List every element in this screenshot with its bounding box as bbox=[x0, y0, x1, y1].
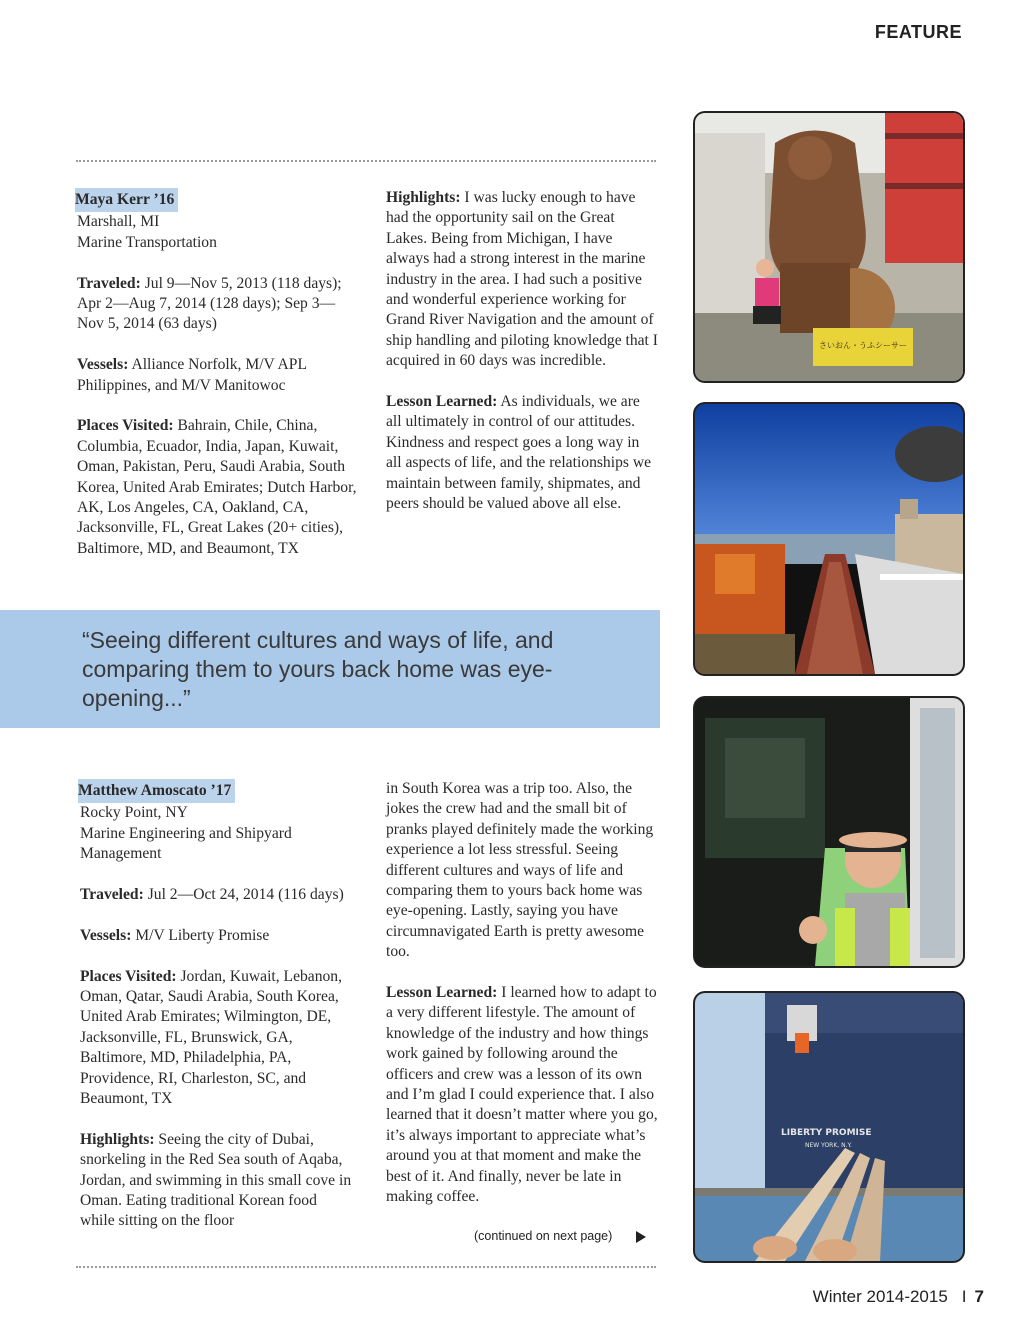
profile1-story-column bbox=[386, 188, 658, 535]
page-footer bbox=[813, 1287, 984, 1307]
photo-crew-selfie bbox=[695, 698, 963, 966]
profile2-traveled: Traveled: Jul 2—Oct 24, 2014 (116 days) bbox=[80, 886, 344, 904]
section-label: FEATURE bbox=[874, 22, 962, 42]
play-arrow-icon[interactable] bbox=[636, 1231, 646, 1243]
profile1-info-column bbox=[77, 188, 357, 580]
profile1-lesson: Lesson Learned: As individuals, we are all ultimately in control of our attitudes. Kindness and respect goes a long way in all aspects of life, and the relationships we maintain between family, shipmates, and peers should be valued above all else. bbox=[386, 393, 652, 513]
profile1-hometown: Marshall, MI bbox=[77, 213, 160, 231]
profile2-major: Marine Engineering and Shipyard Management bbox=[80, 824, 292, 863]
ship-name-text: LIBERTY PROMISE bbox=[781, 1128, 872, 1138]
issue-label: Winter 2014-2015 bbox=[812, 1287, 948, 1306]
footer-separator: I bbox=[961, 1287, 967, 1306]
sign-caption: さいおん・うふシーサー bbox=[819, 341, 907, 350]
profile2-lesson: Lesson Learned: I learned how to adapt to a very different lifestyle. The amount of knowledge of the industry and how things work gained by following around the officers and crew was a lesson of its own and I’m glad I could experience that. I also learned that it doesn’t matter where you go, it’s always important to appreciate what’s around you at that moment and make the best of it. And finally, never be late in making coffee. bbox=[386, 984, 658, 1206]
profile2-places: Places Visited: Jordan, Kuwait, Lebanon, Oman, Qatar, Saudi Arabia, South Korea, United Arab Emirates; Wilmington, DE, Jacksonville, FL, Brunswick, GA, Baltimore, MD, Philadelphia, PA, Providence, RI, Charleston, SC, and Beaumont, TX bbox=[80, 967, 343, 1108]
profile1-vessels: Vessels: Alliance Norfolk, M/V APL Philippines, and M/V Manitowoc bbox=[77, 356, 307, 394]
profile2-hometown: Rocky Point, NY bbox=[80, 804, 188, 822]
profile1-major: Marine Transportation bbox=[77, 233, 217, 251]
pull-quote-box bbox=[0, 610, 660, 728]
profile2-vessels: Vessels: M/V Liberty Promise bbox=[80, 926, 270, 944]
profile2-name: Matthew Amoscato ’17 bbox=[78, 779, 235, 803]
dotted-divider-top bbox=[76, 160, 656, 162]
page-number: 7 bbox=[974, 1287, 984, 1306]
continued-link[interactable]: (continued on next page) bbox=[474, 1229, 613, 1243]
pull-quote-text: “Seeing different cultures and ways of life, and comparing them to yours back home was eye-opening...” bbox=[82, 627, 554, 711]
profile1-traveled: Traveled: Jul 9—Nov 5, 2013 (118 days); Apr 2—Aug 7, 2014 (128 days); Sep 3—Nov 5, 2014 (63 days) bbox=[77, 274, 342, 333]
profile2-highlights-continued: in South Korea was a trip too. Also, the jokes the crew had and the small bit of pranks played definitely made the working experience a lot less stressful. Seeing different cultures and ways of life and comparing them to yours back home was eye-opening. Lastly, saying you have circumnavigated Earth is pretty awesome too. bbox=[386, 780, 654, 961]
profile1-name: Maya Kerr ’16 bbox=[75, 188, 178, 212]
profile2-highlights: Highlights: Seeing the city of Dubai, snorkeling in the Red Sea south of Aqaba, Jordan, and swimming in this small cove in Oman. Eating traditional Korean food while sitting on the floor bbox=[80, 1130, 352, 1230]
photo-ship-deck bbox=[695, 404, 963, 674]
profile1-places: Places Visited: Bahrain, Chile, China, Columbia, Ecuador, India, Japan, Kuwait, Oman, Pakistan, Peru, Saudi Arabia, South Korea, United Arab Emirates; Dutch Harbor, AK, Los Angeles, CA, Oakland, CA, Jacksonville, FL, Great Lakes (20+ cities), Baltimore, MD, and Beaumont, TX bbox=[77, 417, 357, 557]
profile2-story-column bbox=[386, 779, 658, 1228]
dotted-divider-bottom bbox=[76, 1266, 656, 1268]
photo-statue bbox=[695, 113, 963, 381]
ship-port-text: NEW YORK, N.Y. bbox=[805, 1142, 852, 1149]
photo-liberty-promise bbox=[695, 993, 963, 1261]
profile2-info-column bbox=[80, 779, 352, 1252]
profile1-highlights: Highlights: I was lucky enough to have had the opportunity sail on the Great Lakes. Being from Michigan, I have always had a strong interest in the marine industry in the area. I had such a positive and wonderful experience working for Grand River Navigation and the amount of ship handling and piloting knowledge that I acquired in 60 days was incredible. bbox=[386, 189, 658, 370]
